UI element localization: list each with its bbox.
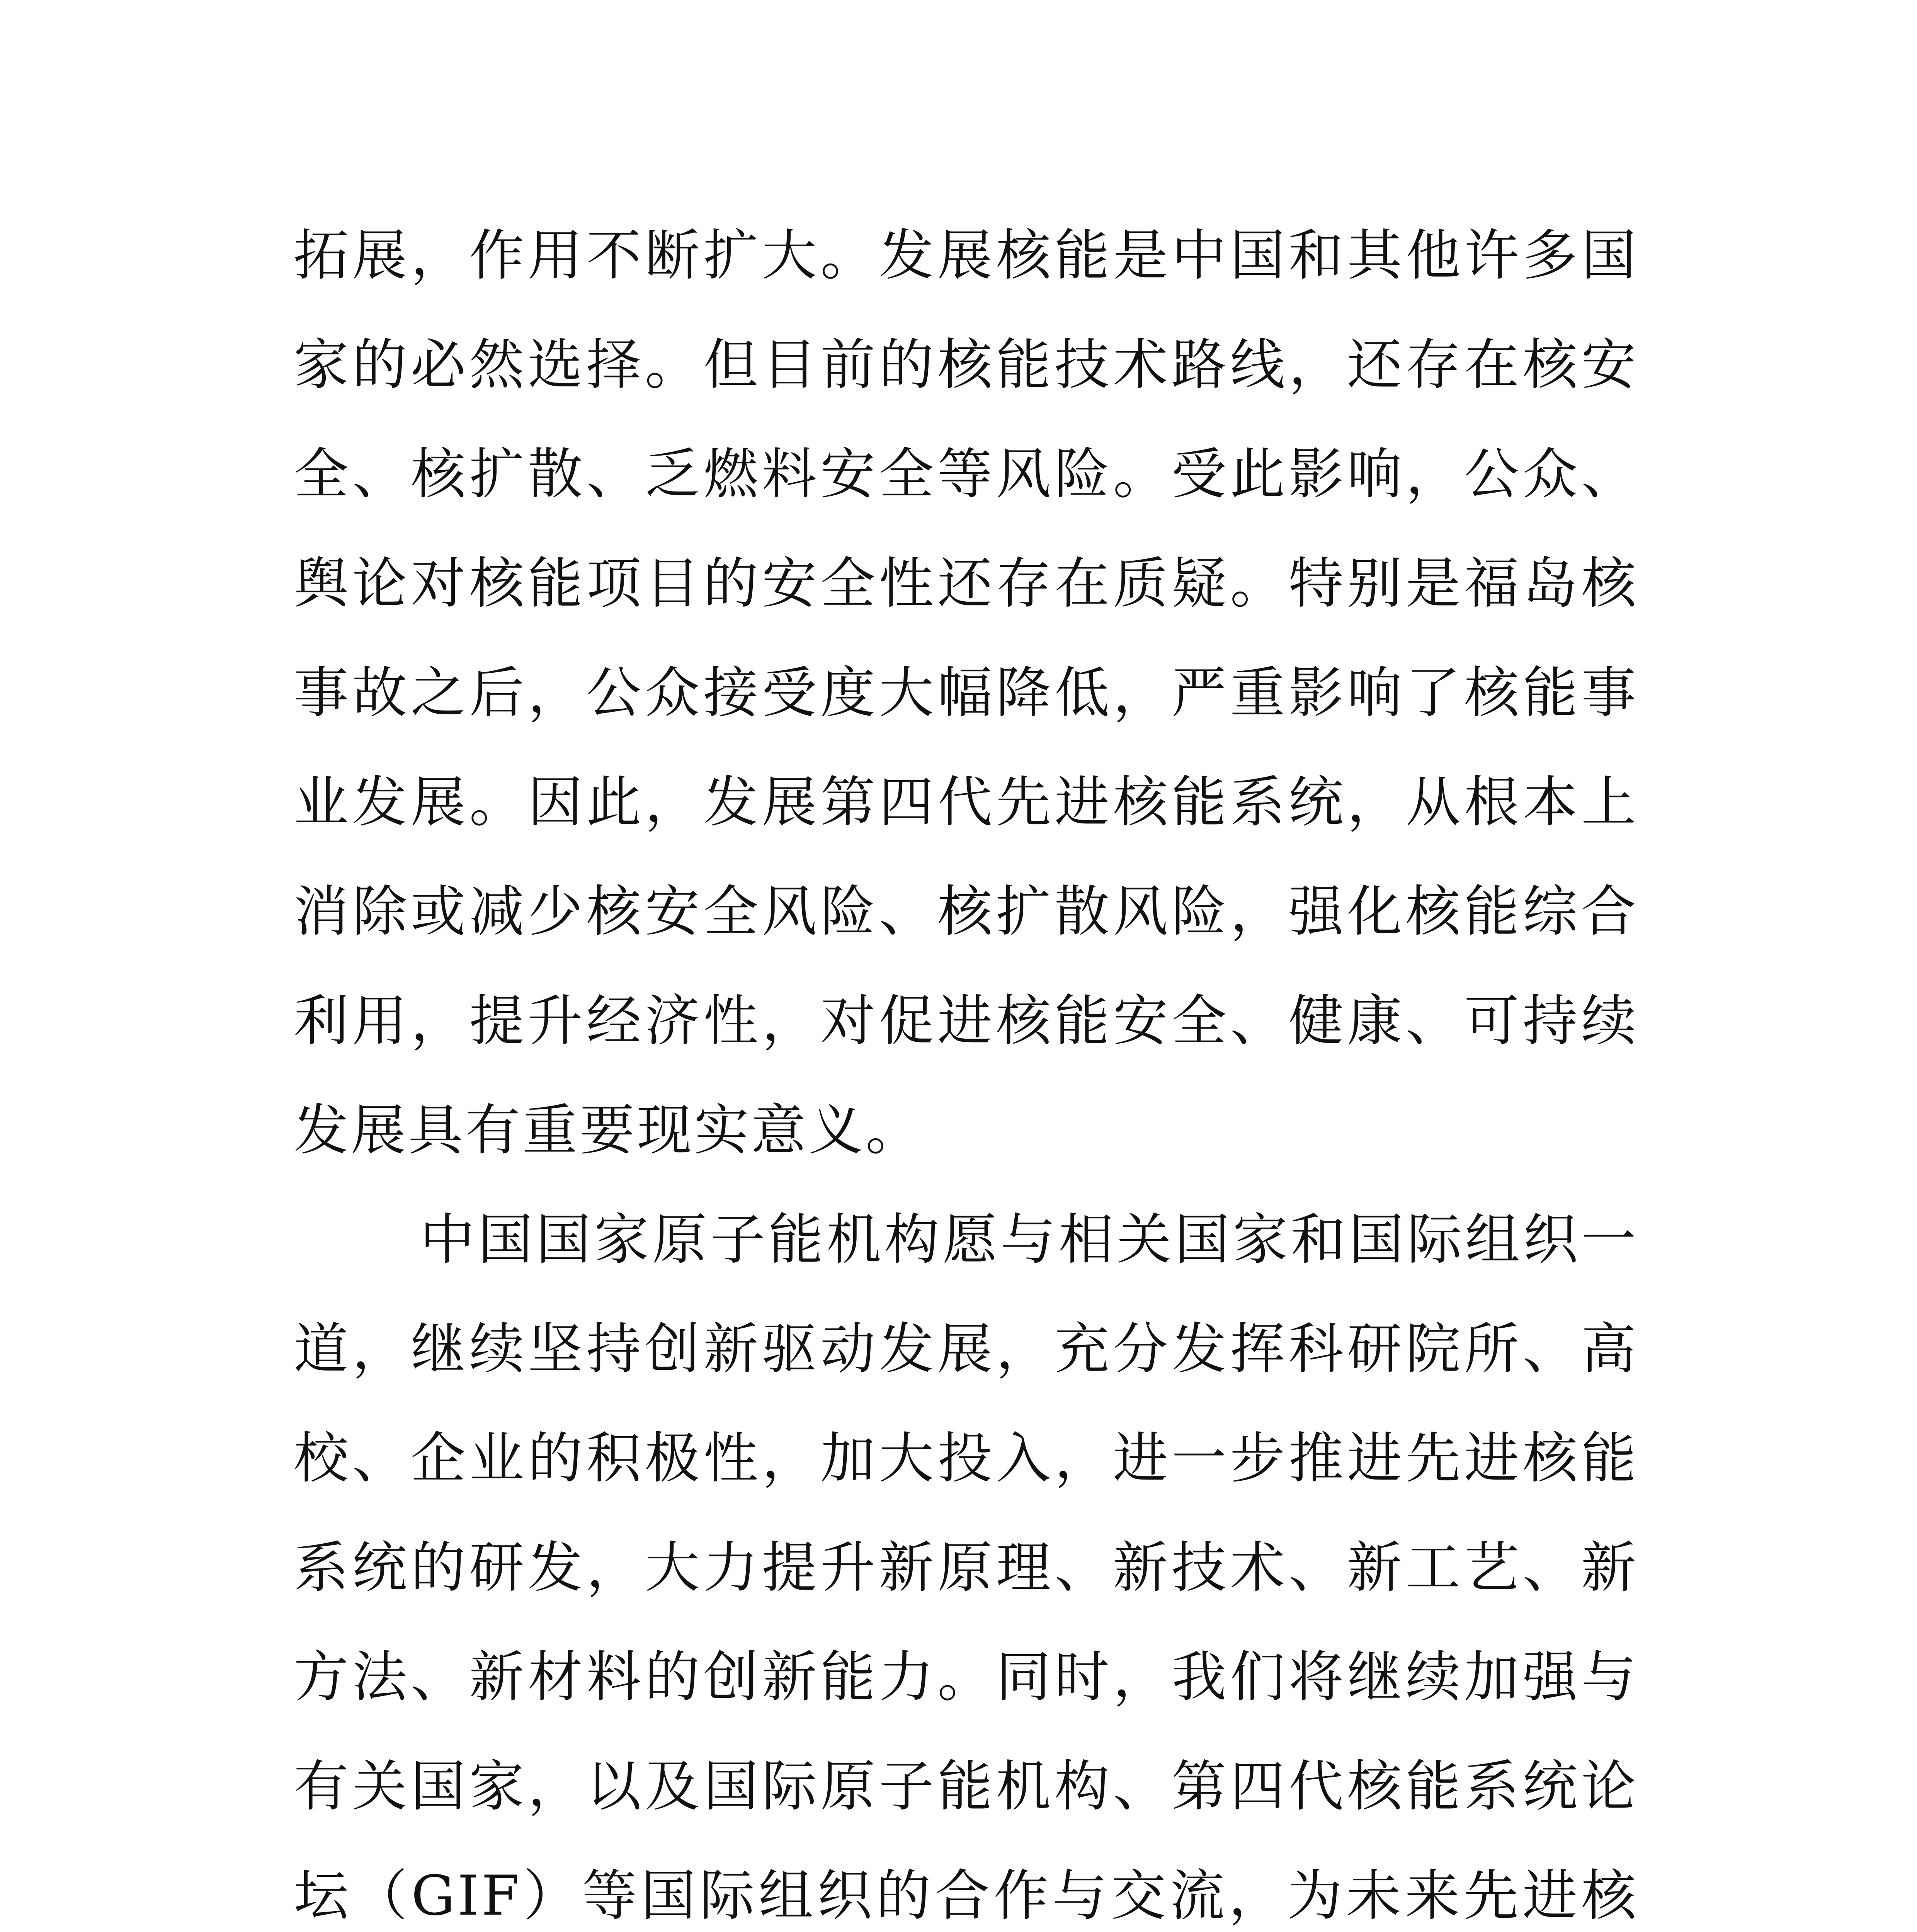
body-text (294, 201, 1638, 1932)
paragraph-2: 中国国家原子能机构愿与相关国家和国际组织一道，继续坚持创新驱动发展，充分发挥科研院所、高校、企业的积极性，加大投入，进一步推进先进核能系统的研发，大力提升新原理、新技术、新工艺、新方法、新材料的创新能力。同时，我们将继续加强与有关国家，以及国际原子能机构、第四代核能系统论坛（GIF）等国际组织的合作与交流，为未来先进核 (294, 1208, 1638, 1928)
paragraph-1: 拓展，作用不断扩大。发展核能是中国和其他许多国家的必然选择。但目前的核能技术路线，还存在核安全、核扩散、乏燃料安全等风险。受此影响，公众、舆论对核能项目的安全性还存在质疑。特别是福岛核事故之后，公众接受度大幅降低，严重影响了核能事业发展。因此，发展第四代先进核能系统，从根本上消除或减少核安全风险、核扩散风险，强化核能综合利用，提升经济性，对促进核能安全、健康、可持续发展具有重要现实意义。 (294, 224, 1638, 1162)
